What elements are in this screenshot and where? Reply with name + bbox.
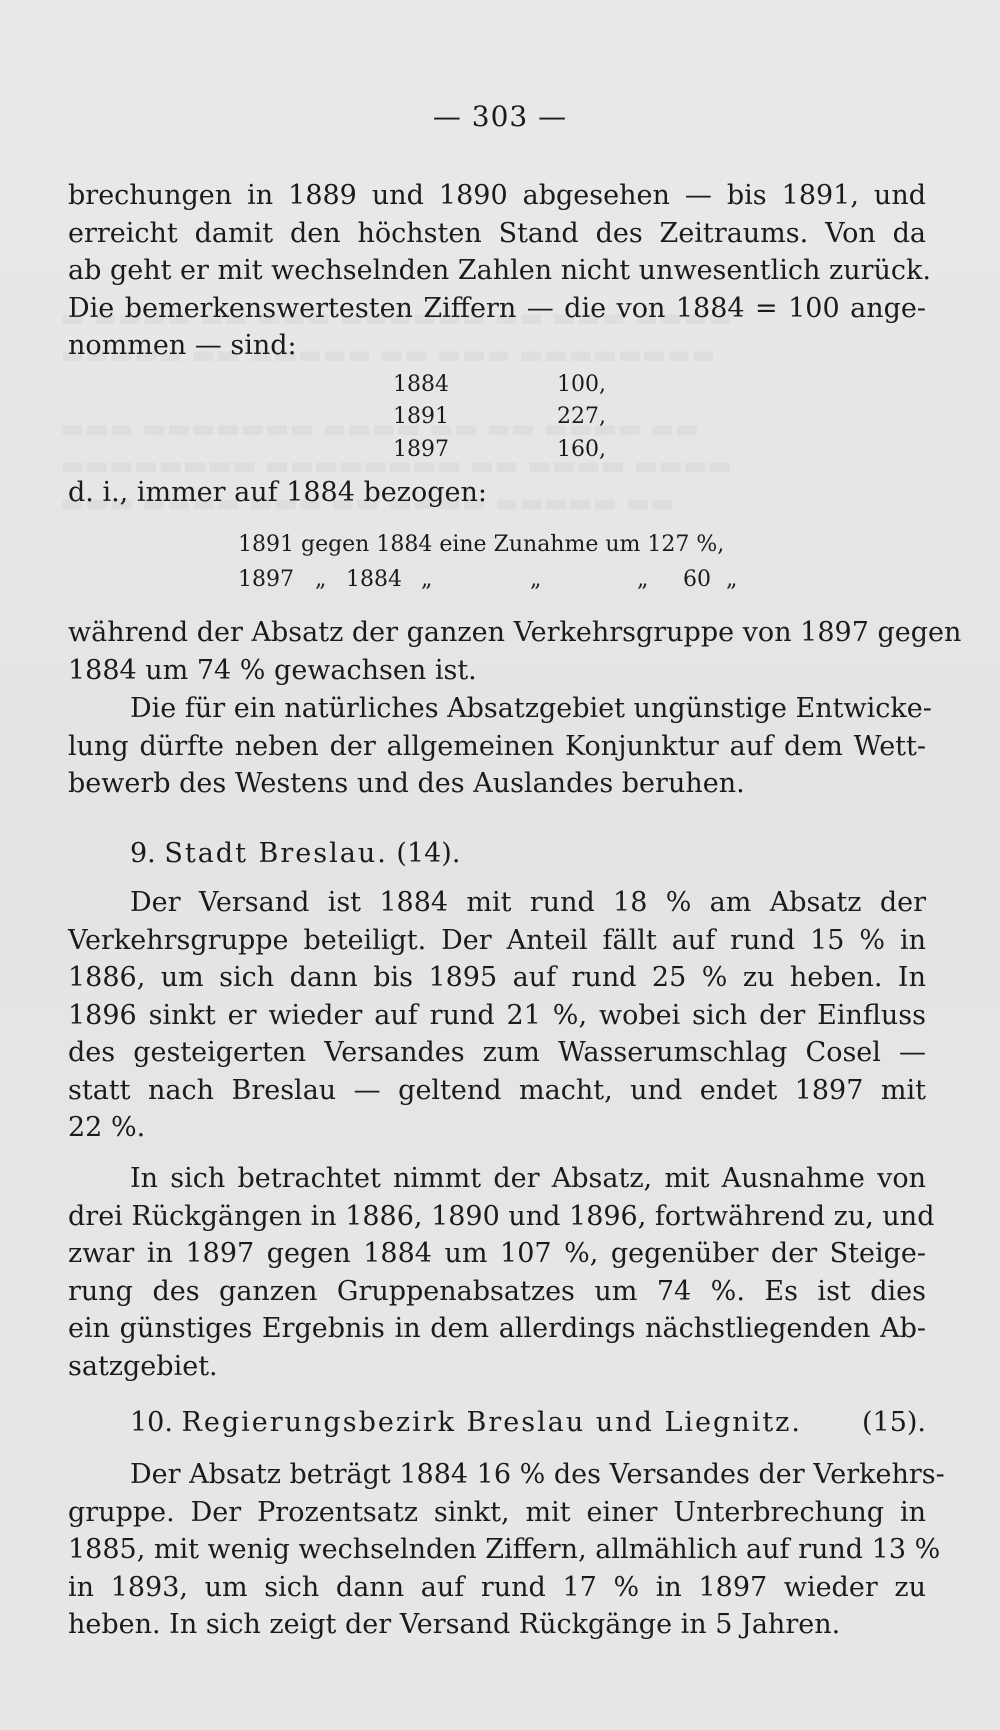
text-line: heben. In sich zeigt der Versand Rückgänge in 5 Jahren. — [68, 1609, 841, 1640]
section-heading-10 — [68, 1404, 926, 1442]
ditto-mark: „ — [530, 567, 542, 592]
text-line: in 1893, um sich dann auf rund 17 % in 1897 wieder zu — [68, 1571, 926, 1603]
table-value: 100, — [557, 372, 606, 397]
text-line: ab geht er mit wechselnden Zahlen nicht unwesentlich zurück. — [68, 255, 931, 286]
text-line: zwar in 1897 gegen 1884 um 107 %, gegenüber der Steige- — [68, 1238, 926, 1269]
text-line: brechungen in 1889 und 1890 abgesehen — bis 1891, und — [68, 180, 926, 211]
paragraph-continuation — [68, 177, 931, 365]
heading-number: 10. — [130, 1407, 173, 1438]
text-line: satzgebiet. — [68, 1350, 218, 1382]
heading-number: 9. — [130, 838, 156, 869]
text-line: 1886, um sich dann bis 1895 auf rund 25 % zu heben. In — [68, 962, 926, 993]
text-line: lung dürfte neben der allgemeinen Konjunktur auf dem Wett- — [68, 730, 926, 762]
table-year: 1884 — [393, 372, 449, 397]
table-year: 1897 — [238, 567, 294, 592]
text-line: rung des ganzen Gruppenabsatzes um 74 %. Es ist dies — [68, 1275, 926, 1307]
ditto-mark: „ — [421, 567, 433, 592]
text-line: gruppe. Der Prozentsatz sinkt, mit einer Unterbrechung in — [68, 1496, 926, 1528]
table-row: 1891 gegen 1884 eine Zunahme um 127 %, — [238, 532, 725, 557]
text-line: erreicht damit den höchsten Stand des Zeitraums. Von da — [68, 217, 926, 249]
section-heading-9 — [68, 835, 926, 873]
text-line: bewerb des Westens und des Auslandes beruhen. — [68, 768, 745, 799]
table-value: 60 — [683, 567, 711, 592]
ditto-mark: „ — [637, 567, 649, 592]
table-reference-year: 1884 — [346, 567, 402, 592]
ditto-mark: „ — [726, 567, 738, 592]
heading-title: Stadt Breslau. — [164, 838, 388, 869]
paragraph — [68, 1160, 935, 1385]
text-line: drei Rückgängen in 1886, 1890 und 1896, fortwährend zu, und — [68, 1200, 935, 1232]
text-line: während der Absatz der ganzen Verkehrsgruppe von 1897 gegen — [68, 617, 962, 648]
paragraph — [68, 690, 932, 803]
text-line: Die für ein natürliches Absatzgebiet ungünstige Entwicke- — [130, 693, 932, 724]
paragraph — [68, 884, 926, 1147]
text-line: Die bemerkenswertesten Ziffern — die von 1884 = 100 ange- — [68, 292, 926, 324]
text-line: In sich betrachtet nimmt der Absatz, mit Ausnahme von — [130, 1163, 926, 1194]
text-line: des gesteigerten Versandes zum Wasserumschlag Cosel — — [68, 1037, 926, 1068]
paragraph — [68, 1456, 945, 1644]
table-year: 1891 — [393, 404, 449, 429]
heading-reference: (15). — [861, 1407, 926, 1438]
paragraph — [68, 614, 962, 689]
table-value: 160, — [557, 437, 606, 462]
text-line: 1884 um 74 % gewachsen ist. — [68, 654, 477, 686]
text-line: 1885, mit wenig wechselnden Ziffern, allmählich auf rund 13 % — [68, 1534, 941, 1565]
text-line: nommen — sind: — [68, 330, 297, 361]
page-number: — 303 — — [432, 100, 568, 133]
paragraph-intro — [68, 474, 926, 512]
text-line: statt nach Breslau — geltend macht, und endet 1897 mit — [68, 1074, 926, 1106]
text-line: 1896 sinkt er wieder auf rund 21 %, wobei sich der Einfluss — [68, 999, 926, 1031]
text-line: Der Versand ist 1884 mit rund 18 % am Absatz der — [130, 887, 926, 918]
text-line: 22 %. — [68, 1112, 146, 1143]
text-line: Verkehrsgruppe beteiligt. Der Anteil fällt auf rund 15 % in — [68, 924, 926, 956]
text-line: Der Absatz beträgt 1884 16 % des Versandes der Verkehrs- — [130, 1459, 945, 1490]
text-line: ein günstiges Ergebnis in dem allerdings nächstliegenden Ab- — [68, 1313, 926, 1344]
heading-reference: (14). — [396, 838, 461, 869]
table-year: 1897 — [393, 437, 449, 462]
table-value: 227, — [557, 404, 606, 429]
ditto-mark: „ — [315, 567, 327, 592]
text-line: d. i., immer auf 1884 bezogen: — [68, 477, 487, 508]
heading-title: Regierungsbezirk Breslau und Liegnitz. — [181, 1407, 802, 1438]
